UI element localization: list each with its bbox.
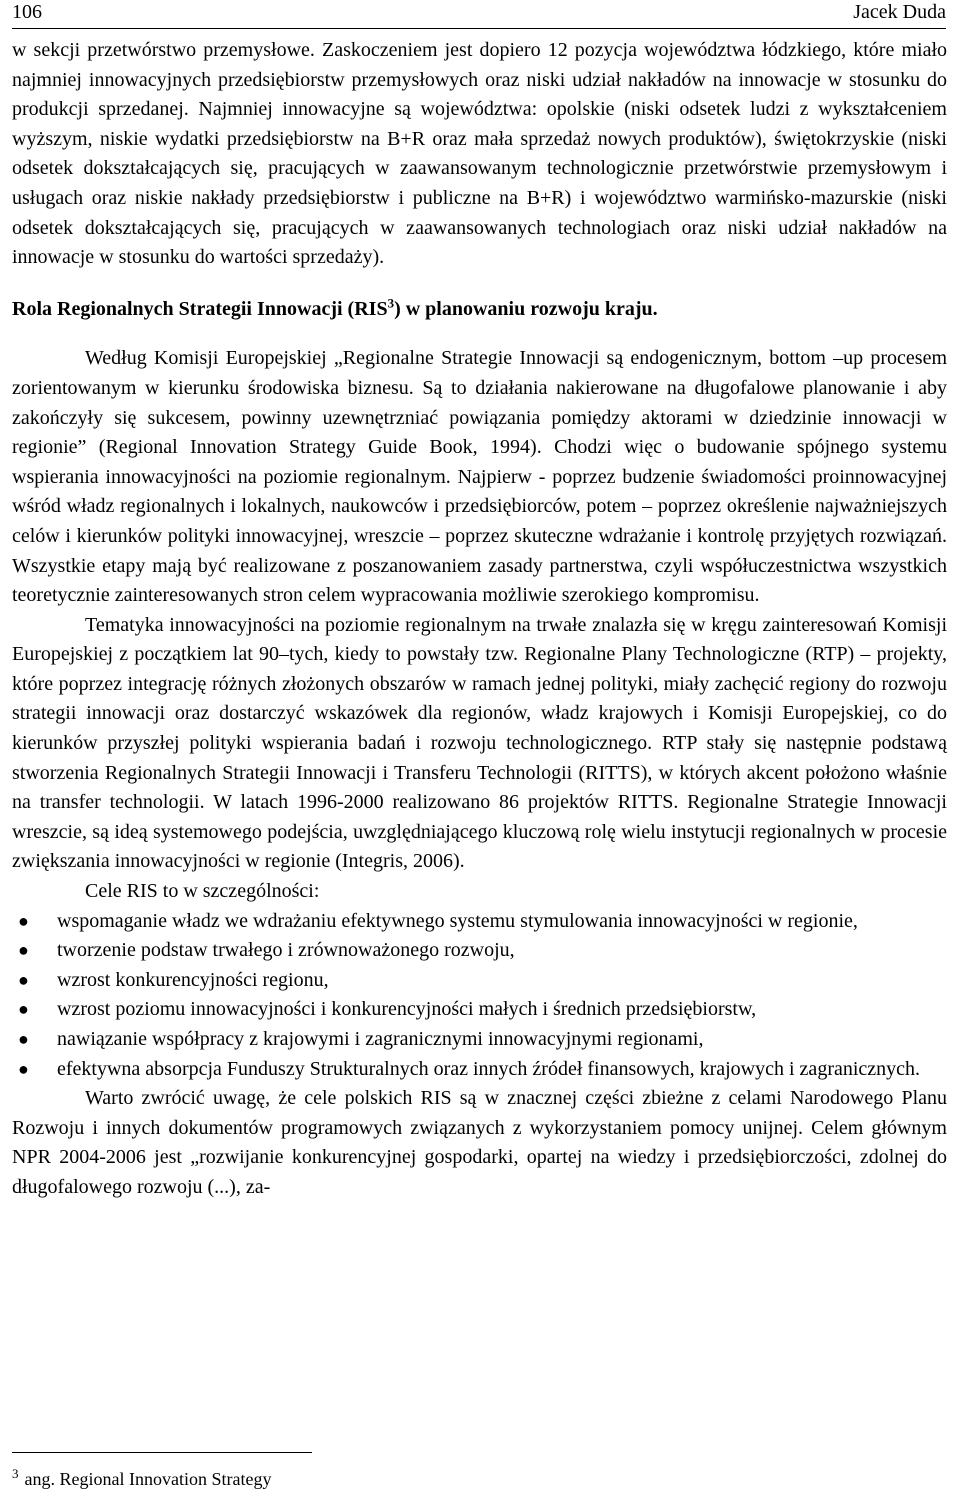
paragraph-3: Tematyka innowacyjności na poziomie regionalnym na trwałe znalazła się w kręgu zainteresowań Komisji Europejskiej z początkiem lat 90–tych, kiedy to powstały tzw. Regionalne Plany Technologiczne (RTP) – projekty, które poprzez integrację różnych złożonych obszarów w ramach jednej polityki, miały zachęcić regiony do rozwoju strategii innowacji oraz dostarczyć wskazówek dla regionów, władz krajowych i Komisji Europejskiej, co do kierunków przyszłej polityki wspierania badań i rozwoju technologicznego. RTP stały się następnie podstawą stworzenia Regionalnych Strategii Innowacji i Transferu Technologii (RITTS), w których akcent położono właśnie na transfer technologii. W latach 1996-2000 realizowano 86 projektów RITTS. Regionalne Strategie Innowacji wreszcie, są ideą systemowego podejścia, uwzględniającego kluczową rolę wielu instytucji regionalnych w procesie zwiększania innowacyjności w regionie (Integris, 2006). [12,613,947,873]
list-item-text: nawiązanie współpracy z krajowymi i zagranicznymi innowacyjnymi regionami, [57,1028,704,1050]
bullet-icon: ● [18,1029,29,1049]
list-item [12,995,947,1025]
bullet-icon: ● [18,940,29,961]
bullet-icon: ● [18,910,29,931]
list-item [12,966,947,996]
footnote-marker: 3 [12,1466,19,1481]
section-heading [12,295,947,325]
list-item-text: wzrost poziomu innowacyjności i konkurencyjności małych i średnich przedsiębiorstw, [57,998,757,1021]
paragraph-4: Cele RIS to w szczególności: [85,880,320,903]
footnote [12,1462,271,1491]
bullet-icon: ● [18,1058,29,1079]
body-text [12,36,947,1203]
list-item [12,907,947,937]
list-item [12,936,947,966]
footnote-text: ang. Regional Innovation Strategy [24,1469,272,1489]
list-item [12,1025,947,1055]
bullet-icon: ● [18,999,29,1020]
list-item-text: wspomaganie władz we wdrażaniu efektywnego systemu stymulowania innowacyjności w regionie, [57,909,858,932]
list-item [12,1055,947,1085]
page-number: 106 [12,1,42,23]
page-header [12,0,946,29]
list-item-text: tworzenie podstaw trwałego i zrównoważonego rozwoju, [57,939,515,962]
goals-list [12,907,947,1085]
running-author: Jacek Duda [853,1,946,23]
heading-text: Rola Regionalnych Strategii Innowacji (RIS [12,297,388,320]
list-item-text: efektywna absorpcja Funduszy Strukturalnych oraz innych źródeł finansowych, krajowych i zagranicznych. [57,1057,921,1080]
list-item-text: wzrost konkurencyjności regionu, [57,968,329,991]
footnote-divider [12,1452,312,1453]
bullet-icon: ● [18,969,29,990]
paragraph-2: Według Komisji Europejskiej „Regionalne Strategie Innowacji są endogenicznym, bottom –up procesem zorientowanym w kierunku środowiska biznesu. Są to działania nakierowane na długofalowe planowanie i aby zakończyły się sukcesem, powinny uzewnętrzniać powiązania pomiędzy aktorami w dziedzinie innowacji w regionie” (Regional Innovation Strategy Guide Book, 1994). Chodzi więc o budowanie spójnego systemu wspierania innowacyjności na poziomie regionalnym. Najpierw - poprzez budzenie świadomości proinnowacyjnej wśród władz regionalnych i lokalnych, naukowców i przedsiębiorców, potem – poprzez określenie najważniejszych celów i kierunków polityki innowacyjnej, wreszcie – poprzez skuteczne wdrażanie i kontrolę przyjętych rozwiązań. Wszystkie etapy mają być realizowane z poszanowaniem zasady partnerstwa, czyli współuczestnictwa wszystkich teoretycznie zainteresowanych stron celem wypracowania możliwie szerokiego kompromisu. [12,347,947,607]
paragraph-5: Warto zwrócić uwagę, że cele polskich RIS są w znacznej części zbieżne z celami Narodowego Planu Rozwoju i innych dokumentów programowych związanych z wykorzystaniem pomocy unijnej. Celem głównym NPR 2004-2006 jest „rozwijanie konkurencyjnej gospodarki, opartej na wiedzy i przedsiębiorczości, zdolnej do długofalowego rozwoju (...), za- [12,1087,947,1198]
heading-tail: ) w planowaniu rozwoju kraju. [394,297,658,320]
footnote-ref[interactable]: 3 [387,295,395,311]
paragraph-1: w sekcji przetwórstwo przemysłowe. Zaskoczeniem jest dopiero 12 pozycja województwa łódzkiego, które miało najmniej innowacyjnych przedsiębiorstw przemysłowych oraz niski udział nakładów na innowacje w stosunku do produkcji sprzedanej. Najmniej innowacyjne są województwa: opolskie (niski odsetek ludzi z wykształceniem wyższym, niskie wydatki przedsiębiorstw na B+R oraz mała sprzedaż nowych produktów), świętokrzyskie (niski odsetek dokształcających się, pracujących w zaawansowanym technologicznie przetwórstwie przemysłowym i usługach oraz niskie nakłady przedsiębiorstw i publiczne na B+R) i województwo warmińsko-mazurskie (niski odsetek dokształcających się, pracujących w zaawansowanych technologiach oraz niski udział nakładów na innowacje w stosunku do wartości sprzedaży). [12,39,947,269]
